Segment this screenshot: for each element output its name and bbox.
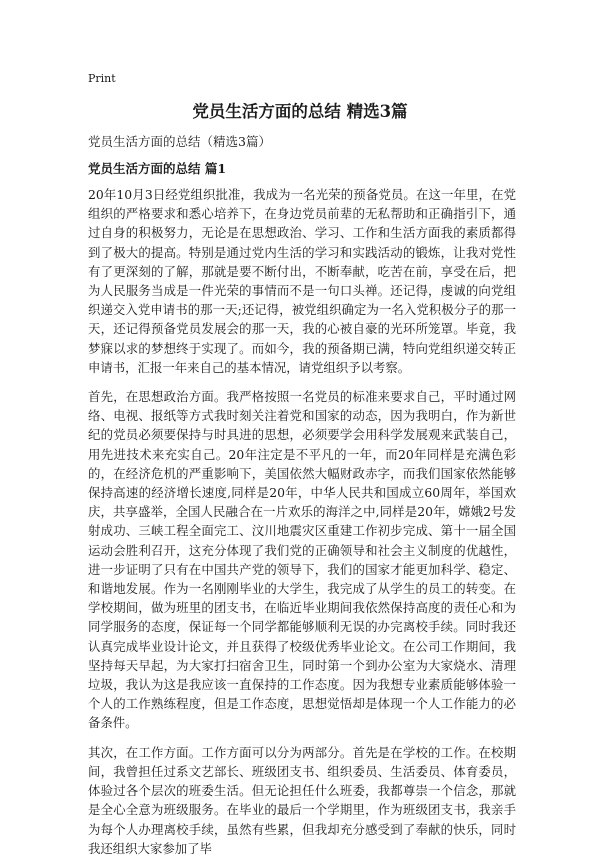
document-title: 党员生活方面的总结 精选3篇 [192, 102, 408, 121]
section-heading: 党员生活方面的总结 篇1 [88, 161, 227, 176]
document-body [88, 185, 516, 868]
document-subtitle: 党员生活方面的总结（精选3篇） [88, 134, 271, 149]
paragraph: 20年10月3日经党组织批准，我成为一名光荣的预备党员。在这一年里，在党组织的严格要求和悉心培养下，在身边党员前辈的无私帮助和正确指引下，通过自身的积极努力，无论是在思想政治、学习、工作和生活方面我的素质都得到了极大的提高。特别是通过党内生活的学习和实践活动的锻炼，让我对党性有了更深刻的了解，那就是要不断付出，不断奉献，吃苦在前，享受在后，把为人民服务当成是一件光荣的事情而不是一句口头禅。还记得，虔诚的向党组织递交入党申请书的那一天;还记得，被党组织确定为一名入党积极分子的那一天，还记得预备党员发展会的那一天，我的心被自豪的光环所笼罩。毕竟，我梦寐以求的梦想终于实现了。而如今，我的预备期已满，特向党组织递交转正申请书，汇报一年来自己的基本情况，请党组织予以考察。 [88, 187, 516, 375]
paragraph: 首先，在思想政治方面。我严格按照一名党员的标准来要求自己，平时通过网络、电视、报纸等方式我时刻关注着党和国家的动态，因为我明白，作为新世纪的党员必须要保持与时具进的思想，必须要学会用科学发展观来武装自己，用先进技术来充实自己。20年注定是不平凡的一年，而20年同样是充满色彩的，在经济危机的严重影响下，美国依然大幅财政赤字，而我们国家依然能够保持高速的经济增长速度,同样是20年，中华人民共和国成立60周年，举国欢庆，共享盛举，全国人民融合在一片欢乐的海洋之中,同样是20年，嫦娥2号发射成功、三峡工程全面完工、汶川地震灾区重建工作初步完成、第十一届全国运动会胜利召开，这充分体现了我们党的正确领导和社会主义制度的优越性，进一步证明了只有在中国共产党的领导下，我们的国家才能更加科学、稳定、和谐地发展。作为一名刚刚毕业的大学生，我完成了从学生的员工的转变。在学校期间，做为班里的团支书，在临近毕业期间我依然保持高度的责任心和为同学服务的态度，保证每一个同学都能够顺利无误的办完离校手续。同时我还认真完成毕业设计论文，并且获得了校级优秀毕业论文。在公司工作期间，我坚持每天早起，为大家打扫宿舍卫生，同时第一个到办公室为大家烧水、清理垃圾，我认为这是我应该一直保持的工作态度。因为我想专业素质能够体验一个人的工作熟练程度，但是工作态度，思想觉悟却是体现一个人工作能力的必备条件。 [88, 389, 516, 731]
print-label: Print [88, 72, 116, 85]
paragraph: 其次，在工作方面。工作方面可以分为两部分。首先是在学校的工作。在校期间，我曾担任过系文艺部长、班级团支书、组织委员、生活委员、体育委员，体验过各个层次的班委生活。但无论担任什么班委，我都尊崇一个信念，那就是全心全意为班级服务。在毕业的最后一个学期里，作为班级团支书，我亲手为每个人办理离校手续，虽然有些累，但我却充分感受到了奉献的快乐，同时我还组织大家参加了毕 [88, 744, 516, 856]
